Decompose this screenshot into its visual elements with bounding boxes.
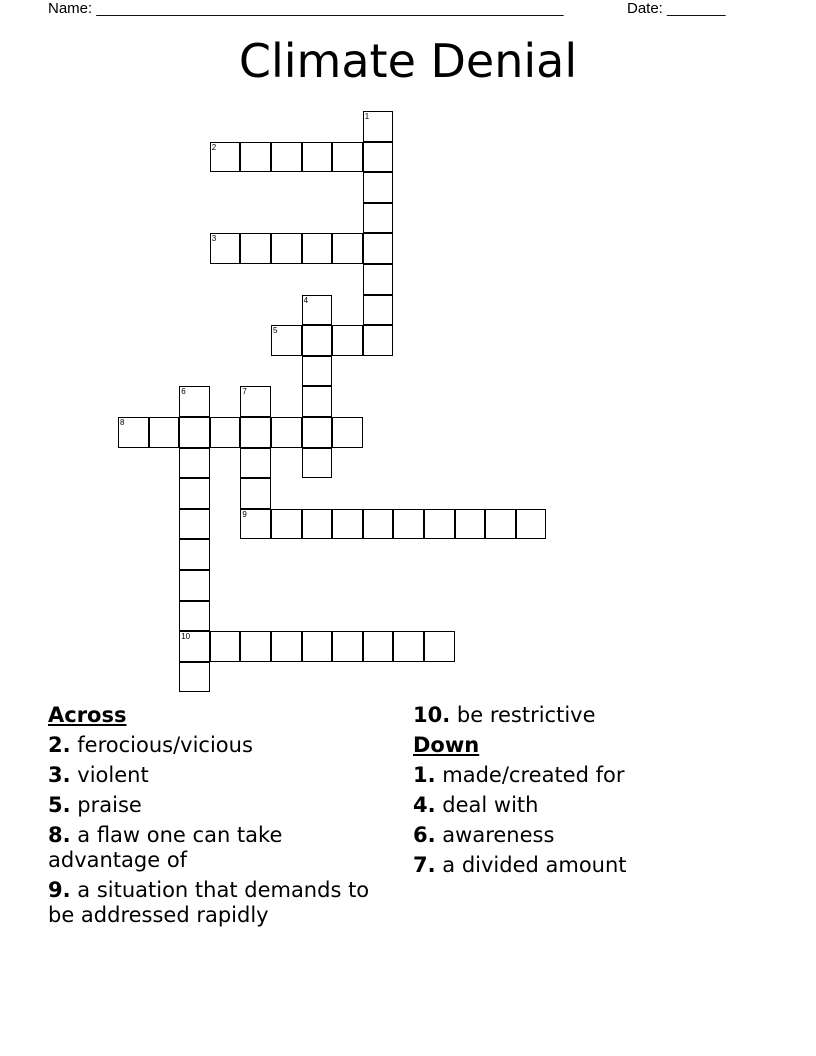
grid-cell[interactable] [363, 295, 394, 326]
clue-number: 2. [48, 733, 71, 757]
cell-number: 6 [181, 387, 186, 397]
grid-cell[interactable] [455, 509, 486, 540]
cell-number: 9 [242, 509, 247, 519]
clue-across-10 [413, 703, 793, 728]
clue-number: 1. [413, 763, 436, 787]
clue-text: ferocious/vicious [77, 733, 253, 757]
name-field[interactable] [48, 0, 564, 17]
cell-number: 2 [211, 142, 217, 152]
clue-number: 9. [48, 878, 71, 902]
grid-cell[interactable] [210, 417, 241, 448]
clues-left [48, 703, 393, 933]
name-label: Name: [48, 0, 93, 17]
grid-cell[interactable] [363, 142, 394, 173]
grid-cell[interactable] [179, 478, 210, 509]
clue-across-5 [48, 793, 393, 818]
grid-cell[interactable] [363, 203, 394, 234]
date-line: _______ [667, 0, 726, 17]
clue-down-6 [413, 823, 793, 848]
clue-down-7 [413, 853, 793, 878]
grid-cell[interactable] [210, 142, 241, 173]
clue-down-4 [413, 793, 793, 818]
clue-text: a divided amount [442, 853, 627, 877]
clue-text: be restrictive [456, 703, 596, 727]
cell-number: 10 [181, 632, 191, 642]
grid-cell[interactable] [179, 570, 210, 601]
clue-across-8 [48, 823, 393, 873]
grid-cell[interactable] [240, 142, 271, 173]
clue-text: violent [77, 763, 149, 787]
clue-across-9 [48, 878, 393, 928]
grid-cell[interactable] [271, 233, 302, 264]
date-label: Date: [627, 0, 663, 17]
grid-cell[interactable] [179, 662, 210, 693]
grid-cell[interactable] [302, 509, 333, 540]
grid-cell[interactable] [363, 509, 394, 540]
grid-cell[interactable] [240, 631, 271, 662]
grid-cell[interactable] [240, 386, 271, 417]
grid-cell[interactable] [363, 325, 394, 356]
clue-text: made/created for [442, 763, 625, 787]
grid-cell[interactable] [240, 448, 271, 479]
clue-down-1 [413, 763, 793, 788]
clue-across-2 [48, 733, 393, 758]
grid-cell[interactable] [271, 142, 302, 173]
grid-cell[interactable] [240, 478, 271, 509]
grid-cell[interactable] [179, 601, 210, 632]
grid-cell[interactable] [271, 417, 302, 448]
grid-cell[interactable] [332, 325, 363, 356]
grid-cell[interactable] [240, 509, 271, 540]
clue-number: 6. [413, 823, 436, 847]
grid-cell[interactable] [332, 233, 363, 264]
grid-cell[interactable] [363, 631, 394, 662]
clue-text: praise [77, 793, 142, 817]
grid-cell[interactable] [363, 233, 394, 264]
grid-cell[interactable] [240, 233, 271, 264]
grid-cell[interactable] [302, 417, 333, 448]
grid-cell[interactable] [240, 417, 271, 448]
grid-cell[interactable] [302, 386, 333, 417]
grid-cell[interactable] [179, 539, 210, 570]
grid-cell[interactable] [179, 417, 210, 448]
clue-across-3 [48, 763, 393, 788]
grid-cell[interactable] [363, 111, 394, 142]
grid-cell[interactable] [363, 172, 394, 203]
grid-cell[interactable] [271, 631, 302, 662]
grid-cell[interactable] [516, 509, 547, 540]
name-line: ________________________________________________________ [96, 0, 564, 17]
grid-cell[interactable] [302, 295, 333, 326]
grid-cell[interactable] [332, 509, 363, 540]
grid-cell[interactable] [302, 233, 333, 264]
cell-number: 1 [364, 112, 370, 121]
grid-cell[interactable] [302, 142, 333, 173]
clue-text: deal with [442, 793, 539, 817]
clue-text: a flaw one can take advantage of [48, 823, 283, 872]
date-field[interactable] [627, 0, 725, 17]
clue-number: 7. [413, 853, 436, 877]
across-heading: Across [48, 703, 127, 727]
cell-number: 8 [120, 418, 125, 427]
cell-number: 5 [273, 326, 278, 336]
grid-cell[interactable] [393, 631, 424, 662]
cell-number: 3 [211, 234, 217, 244]
grid-cell[interactable] [393, 509, 424, 540]
grid-cell[interactable] [485, 509, 516, 540]
grid-cell[interactable] [210, 233, 241, 264]
grid-cell[interactable] [424, 631, 455, 662]
clue-number: 8. [48, 823, 71, 847]
page-title: Climate Denial [238, 34, 578, 88]
grid-cell[interactable] [302, 631, 333, 662]
grid-cell[interactable] [118, 417, 149, 448]
grid-cell[interactable] [424, 509, 455, 540]
clue-text: a situation that demands to be addressed rapidly [48, 878, 370, 927]
grid-cell[interactable] [179, 386, 210, 417]
grid-cell[interactable] [302, 325, 333, 356]
clue-number: 3. [48, 763, 71, 787]
clue-number: 10. [413, 703, 451, 727]
grid-cell[interactable] [332, 631, 363, 662]
down-heading: Down [413, 733, 480, 757]
grid-cell[interactable] [179, 448, 210, 479]
grid-cell[interactable] [302, 356, 333, 387]
clues-right [413, 703, 793, 883]
grid-cell[interactable] [210, 631, 241, 662]
grid-cell[interactable] [271, 509, 302, 540]
grid-cell[interactable] [332, 417, 363, 448]
grid-cell[interactable] [271, 325, 302, 356]
clue-number: 4. [413, 793, 436, 817]
cell-number: 4 [303, 295, 309, 305]
grid-cell[interactable] [149, 417, 180, 448]
clue-number: 5. [48, 793, 71, 817]
cell-number: 7 [242, 387, 247, 397]
grid-cell[interactable] [302, 448, 333, 479]
grid-cell[interactable] [179, 631, 210, 662]
grid-cell[interactable] [332, 142, 363, 173]
grid-cell[interactable] [179, 509, 210, 540]
clue-text: awareness [442, 823, 555, 847]
grid-cell[interactable] [363, 264, 394, 295]
